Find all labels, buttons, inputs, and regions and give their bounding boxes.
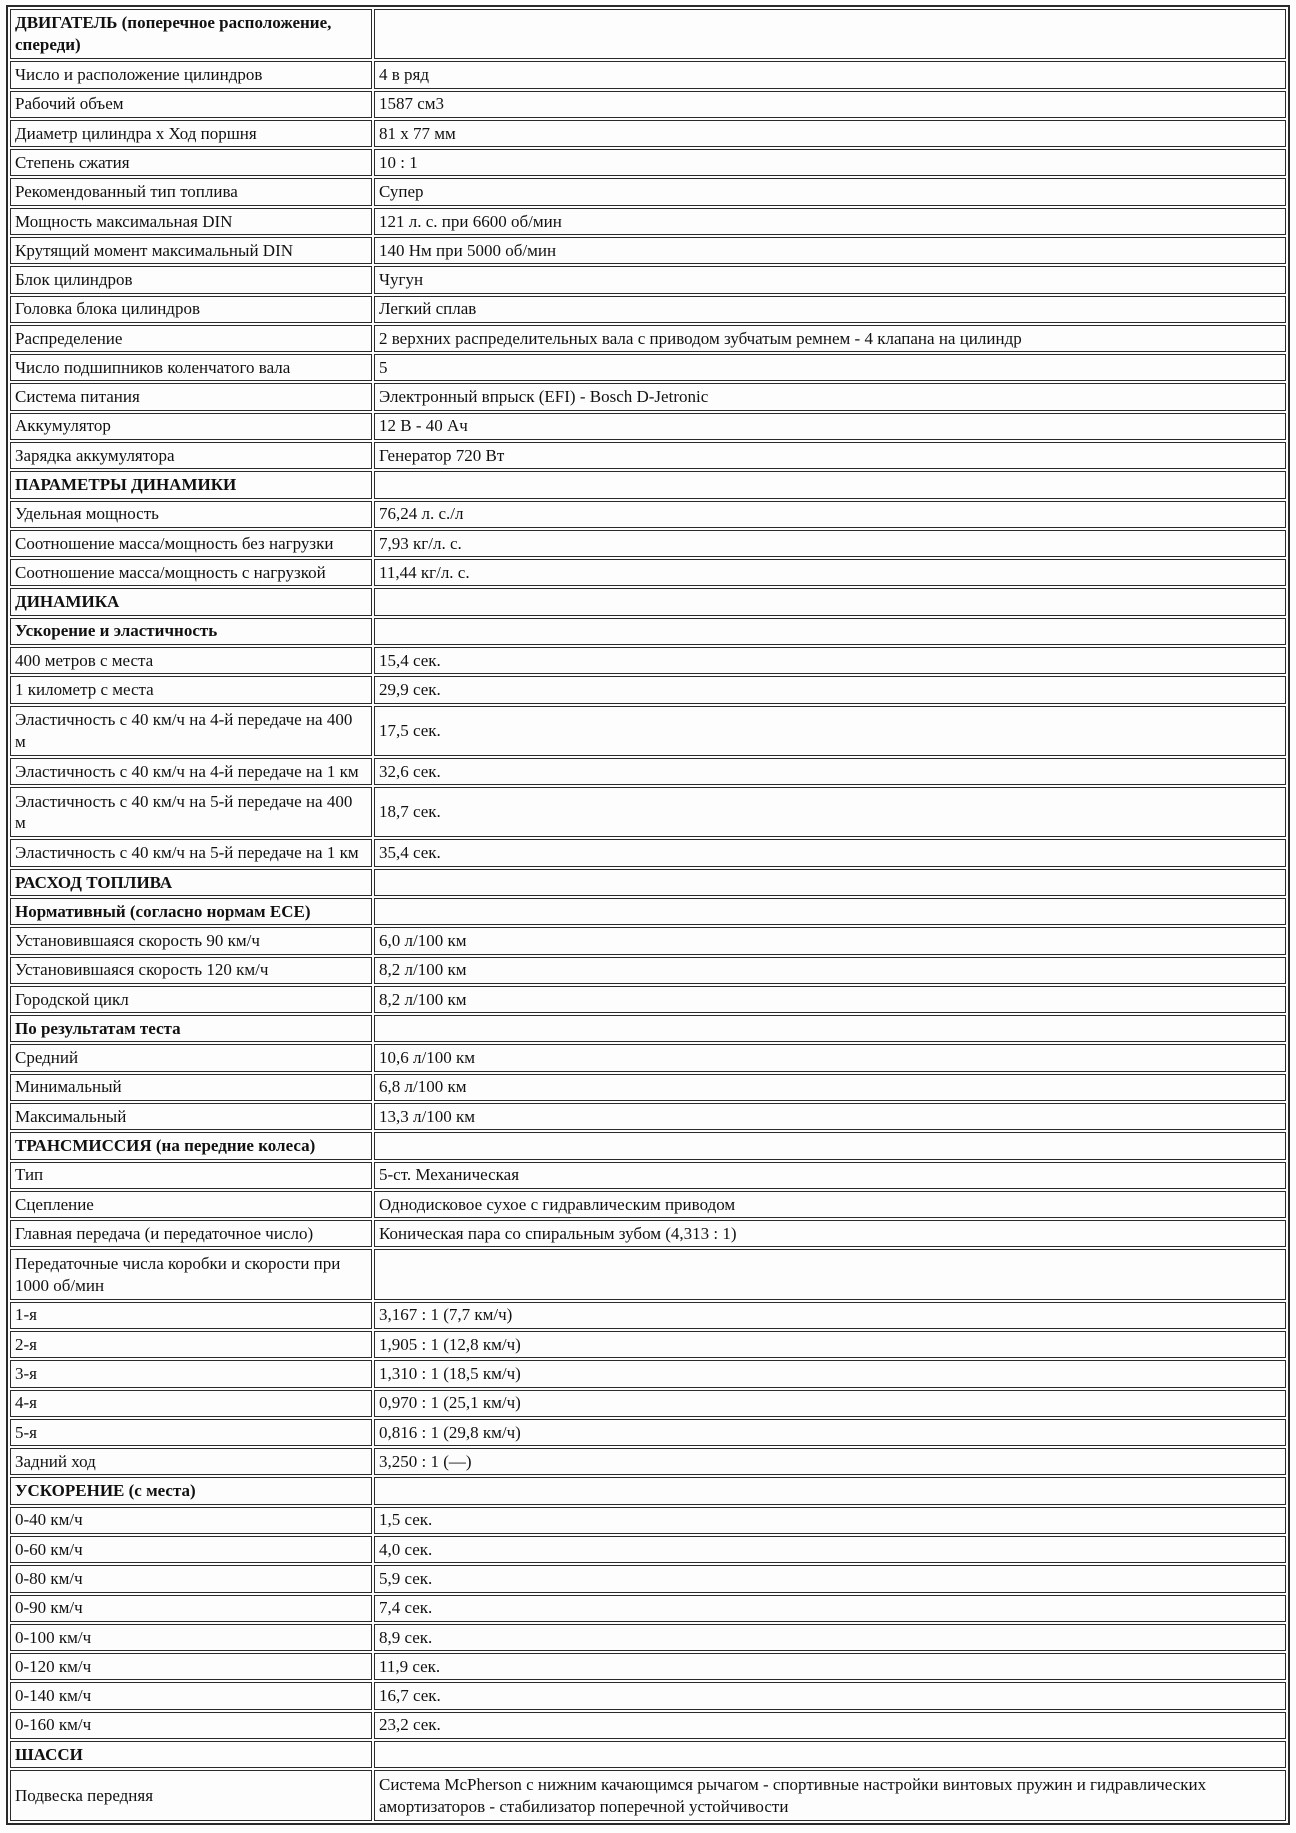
table-row [10,1220,1286,1247]
spec-value: Однодисковое сухое с гидравлическим приводом [374,1191,1286,1218]
spec-value: 29,9 сек. [374,676,1286,703]
spec-value [374,618,1286,645]
table-row [10,957,1286,984]
spec-table-body [10,9,1286,1821]
spec-value: 8,2 л/100 км [374,957,1286,984]
spec-value: 8,9 сек. [374,1624,1286,1651]
spec-label: Ускорение и эластичность [10,618,372,645]
spec-value: 6,8 л/100 км [374,1074,1286,1101]
table-row [10,1507,1286,1534]
spec-value: 15,4 сек. [374,647,1286,674]
spec-value: 4 в ряд [374,61,1286,88]
table-row [10,471,1286,498]
spec-label: Задний ход [10,1448,372,1475]
spec-label: Передаточные числа коробки и скорости при 1000 об/мин [10,1249,372,1299]
table-row [10,559,1286,586]
table-row [10,296,1286,323]
spec-label: Мощность максимальная DIN [10,208,372,235]
spec-label: Тип [10,1162,372,1189]
table-row [10,442,1286,469]
spec-label: ДВИГАТЕЛЬ (поперечное расположение, спереди) [10,9,372,59]
spec-label: 400 метров с места [10,647,372,674]
spec-value [374,9,1286,59]
spec-label: 0-140 км/ч [10,1682,372,1709]
table-row [10,1682,1286,1709]
spec-value: 6,0 л/100 км [374,927,1286,954]
spec-value: 3,250 : 1 (—) [374,1448,1286,1475]
spec-value: 32,6 сек. [374,758,1286,785]
table-row [10,676,1286,703]
spec-label: Число и расположение цилиндров [10,61,372,88]
spec-label: УСКОРЕНИЕ (с места) [10,1477,372,1504]
table-row [10,618,1286,645]
table-row [10,178,1286,205]
spec-value: 3,167 : 1 (7,7 км/ч) [374,1302,1286,1329]
spec-value: 2 верхних распределительных вала с приводом зубчатым ремнем - 4 клапана на цилиндр [374,325,1286,352]
table-row [10,1360,1286,1387]
table-row [10,9,1286,59]
table-row [10,120,1286,147]
table-row [10,1249,1286,1299]
spec-value: 7,93 кг/л. с. [374,530,1286,557]
spec-value: 0,816 : 1 (29,8 км/ч) [374,1419,1286,1446]
table-row [10,1015,1286,1042]
spec-label: Установившаяся скорость 90 км/ч [10,927,372,954]
spec-label: Диаметр цилиндра х Ход поршня [10,120,372,147]
table-row [10,647,1286,674]
spec-label: 0-90 км/ч [10,1595,372,1622]
table-row [10,758,1286,785]
spec-value [374,1132,1286,1159]
table-row [10,1770,1286,1821]
table-row [10,898,1286,925]
spec-value: 81 х 77 мм [374,120,1286,147]
spec-label: Эластичность с 40 км/ч на 5-й передаче на 1 км [10,839,372,866]
spec-label: 0-160 км/ч [10,1712,372,1739]
spec-label: 0-60 км/ч [10,1536,372,1563]
spec-value: 23,2 сек. [374,1712,1286,1739]
spec-value: 10 : 1 [374,149,1286,176]
table-row [10,208,1286,235]
table-row [10,1103,1286,1130]
spec-value: 1587 см3 [374,91,1286,118]
table-row [10,530,1286,557]
spec-label: Городской цикл [10,986,372,1013]
spec-label: 5-я [10,1419,372,1446]
spec-value: Легкий сплав [374,296,1286,323]
spec-value: 0,970 : 1 (25,1 км/ч) [374,1390,1286,1417]
spec-label: 0-40 км/ч [10,1507,372,1534]
spec-label: Сцепление [10,1191,372,1218]
spec-label: ШАССИ [10,1741,372,1768]
spec-value: 5,9 сек. [374,1565,1286,1592]
spec-value: 1,905 : 1 (12,8 км/ч) [374,1331,1286,1358]
table-row [10,61,1286,88]
spec-value: 12 В - 40 Ач [374,413,1286,440]
spec-label: Удельная мощность [10,501,372,528]
spec-label: 0-80 км/ч [10,1565,372,1592]
spec-value [374,869,1286,896]
table-row [10,325,1286,352]
table-row [10,787,1286,837]
spec-label: 1 километр с места [10,676,372,703]
spec-label: 3-я [10,1360,372,1387]
table-row [10,1132,1286,1159]
spec-table [6,5,1290,1825]
table-row [10,1302,1286,1329]
table-row [10,1390,1286,1417]
spec-label: Установившаяся скорость 120 км/ч [10,957,372,984]
spec-value [374,898,1286,925]
spec-value: 121 л. с. при 6600 об/мин [374,208,1286,235]
spec-label: ПАРАМЕТРЫ ДИНАМИКИ [10,471,372,498]
table-row [10,1191,1286,1218]
spec-label: Эластичность с 40 км/ч на 5-й передаче на 400 м [10,787,372,837]
spec-label: Максимальный [10,1103,372,1130]
spec-value [374,1477,1286,1504]
spec-value: 76,24 л. с./л [374,501,1286,528]
spec-label: Система питания [10,383,372,410]
spec-value: Система McPherson с нижним качающимся рычагом - спортивные настройки винтовых пружин и гидравлических амортизаторов - стабилизатор поперечной устойчивости [374,1770,1286,1821]
table-row [10,1331,1286,1358]
spec-label: 2-я [10,1331,372,1358]
table-row [10,1741,1286,1768]
table-row [10,237,1286,264]
spec-label: Зарядка аккумулятора [10,442,372,469]
table-row [10,1712,1286,1739]
table-row [10,149,1286,176]
table-row [10,1565,1286,1592]
spec-label: Главная передача (и передаточное число) [10,1220,372,1247]
spec-label: РАСХОД ТОПЛИВА [10,869,372,896]
spec-value: 7,4 сек. [374,1595,1286,1622]
spec-label: 4-я [10,1390,372,1417]
table-row [10,354,1286,381]
spec-value: Супер [374,178,1286,205]
spec-value: 1,5 сек. [374,1507,1286,1534]
spec-value: 17,5 сек. [374,706,1286,756]
spec-value: 4,0 сек. [374,1536,1286,1563]
spec-value: 18,7 сек. [374,787,1286,837]
table-row [10,413,1286,440]
spec-label: По результатам теста [10,1015,372,1042]
table-row [10,1536,1286,1563]
table-row [10,588,1286,615]
table-row [10,869,1286,896]
table-row [10,1477,1286,1504]
spec-label: ТРАНСМИССИЯ (на передние колеса) [10,1132,372,1159]
spec-label: Степень сжатия [10,149,372,176]
table-row [10,927,1286,954]
spec-label: Рекомендованный тип топлива [10,178,372,205]
spec-label: Соотношение масса/мощность с нагрузкой [10,559,372,586]
table-row [10,383,1286,410]
table-row [10,1448,1286,1475]
spec-value: 35,4 сек. [374,839,1286,866]
table-row [10,986,1286,1013]
spec-value: 8,2 л/100 км [374,986,1286,1013]
table-row [10,1624,1286,1651]
spec-label: 0-100 км/ч [10,1624,372,1651]
spec-value: 11,44 кг/л. с. [374,559,1286,586]
table-row [10,91,1286,118]
spec-label: Подвеска передняя [10,1770,372,1821]
spec-value: Генератор 720 Вт [374,442,1286,469]
spec-value: 13,3 л/100 км [374,1103,1286,1130]
spec-value: 16,7 сек. [374,1682,1286,1709]
spec-value: Коническая пара со спиральным зубом (4,313 : 1) [374,1220,1286,1247]
spec-value: 5-ст. Механическая [374,1162,1286,1189]
table-row [10,1044,1286,1071]
table-row [10,706,1286,756]
spec-label: Минимальный [10,1074,372,1101]
spec-value: 1,310 : 1 (18,5 км/ч) [374,1360,1286,1387]
table-row [10,1419,1286,1446]
table-row [10,1074,1286,1101]
spec-value [374,1741,1286,1768]
spec-label: Эластичность с 40 км/ч на 4-й передаче на 400 м [10,706,372,756]
spec-label: Эластичность с 40 км/ч на 4-й передаче на 1 км [10,758,372,785]
spec-value: 140 Нм при 5000 об/мин [374,237,1286,264]
spec-label: Средний [10,1044,372,1071]
spec-value [374,1249,1286,1299]
table-row [10,266,1286,293]
spec-value: Чугун [374,266,1286,293]
spec-value: 10,6 л/100 км [374,1044,1286,1071]
spec-label: Блок цилиндров [10,266,372,293]
spec-label: 0-120 км/ч [10,1653,372,1680]
table-row [10,1653,1286,1680]
spec-label: Крутящий момент максимальный DIN [10,237,372,264]
spec-value [374,1015,1286,1042]
spec-value: 11,9 сек. [374,1653,1286,1680]
table-row [10,1162,1286,1189]
spec-value: 5 [374,354,1286,381]
spec-value [374,471,1286,498]
spec-label: Аккумулятор [10,413,372,440]
spec-label: Число подшипников коленчатого вала [10,354,372,381]
spec-label: Соотношение масса/мощность без нагрузки [10,530,372,557]
spec-label: Нормативный (согласно нормам ЕСЕ) [10,898,372,925]
spec-label: Распределение [10,325,372,352]
spec-label: 1-я [10,1302,372,1329]
spec-label: Головка блока цилиндров [10,296,372,323]
spec-value: Электронный впрыск (EFI) - Bosch D-Jetronic [374,383,1286,410]
table-row [10,501,1286,528]
spec-label: ДИНАМИКА [10,588,372,615]
spec-value [374,588,1286,615]
table-row [10,839,1286,866]
spec-label: Рабочий объем [10,91,372,118]
table-row [10,1595,1286,1622]
